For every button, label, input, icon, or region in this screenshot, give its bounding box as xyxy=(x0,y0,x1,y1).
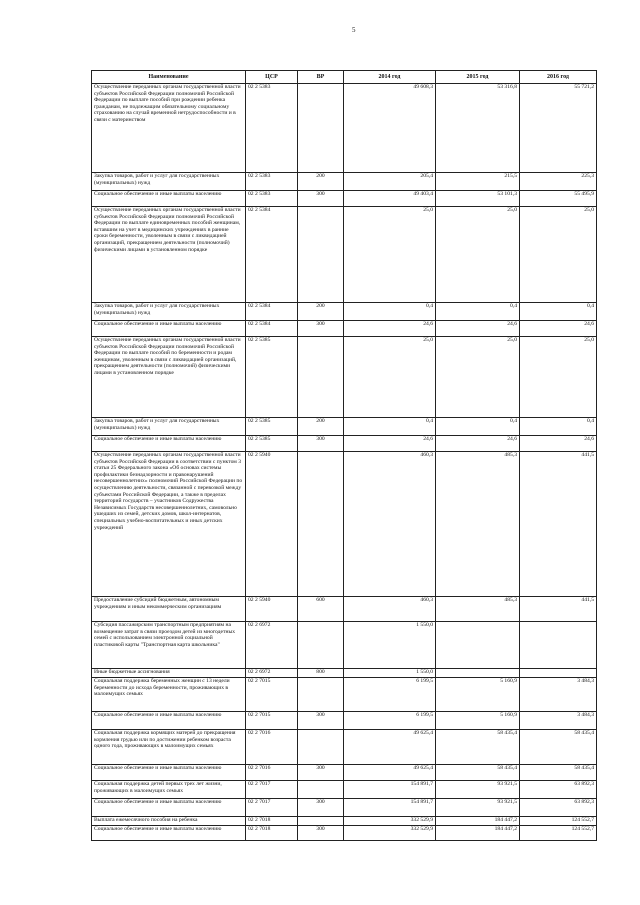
cell-csr: 02 2 7017 xyxy=(246,799,298,817)
cell-2015: 25,0 xyxy=(436,337,520,418)
cell-2014: 0,4 xyxy=(344,303,436,321)
cell-2016: 441,5 xyxy=(520,597,597,622)
column-header-2016: 2016 год xyxy=(520,71,597,84)
cell-2016: 63 892,3 xyxy=(520,781,597,799)
table-row xyxy=(92,799,597,817)
cell-csr: 02 2 5385 xyxy=(246,337,298,418)
cell-2015: 53 316,8 xyxy=(436,84,520,173)
cell-2016: 441,5 xyxy=(520,452,597,597)
cell-2016: 63 892,3 xyxy=(520,799,597,817)
cell-2014: 154 891,7 xyxy=(344,781,436,799)
cell-2014: 332 529,9 xyxy=(344,817,436,826)
table-row xyxy=(92,191,597,207)
table-row xyxy=(92,817,597,826)
cell-vr: 300 xyxy=(298,321,344,337)
cell-2015: 24,6 xyxy=(436,436,520,452)
table-row xyxy=(92,712,597,730)
cell-name: Социальная поддержка детей первых трех лет жизни, проживающих в малоимущих семьях xyxy=(92,781,246,799)
table-row xyxy=(92,765,597,781)
cell-csr: 02 2 7017 xyxy=(246,781,298,799)
cell-2014: 24,6 xyxy=(344,436,436,452)
cell-vr xyxy=(298,781,344,799)
table-row xyxy=(92,669,597,678)
cell-2015: 215,5 xyxy=(436,173,520,191)
cell-csr: 02 2 5384 xyxy=(246,303,298,321)
cell-vr xyxy=(298,817,344,826)
cell-2014: 49 625,4 xyxy=(344,730,436,765)
cell-2015: 5 160,9 xyxy=(436,712,520,730)
cell-2015: 0,4 xyxy=(436,303,520,321)
cell-2014: 154 891,7 xyxy=(344,799,436,817)
page-mark: 5 xyxy=(352,26,356,34)
cell-2015 xyxy=(436,622,520,669)
column-header-2015: 2015 год xyxy=(436,71,520,84)
cell-2015: 0,4 xyxy=(436,418,520,436)
cell-name: Иные бюджетные ассигнования xyxy=(92,669,246,678)
cell-vr: 200 xyxy=(298,173,344,191)
cell-2014: 460,3 xyxy=(344,452,436,597)
cell-vr xyxy=(298,452,344,597)
cell-csr: 02 2 6972 xyxy=(246,622,298,669)
table-row xyxy=(92,452,597,597)
cell-2015: 485,3 xyxy=(436,452,520,597)
cell-2015 xyxy=(436,669,520,678)
cell-csr: 02 2 5383 xyxy=(246,191,298,207)
cell-vr: 300 xyxy=(298,826,344,841)
cell-2015: 184 447,2 xyxy=(436,817,520,826)
cell-csr: 02 2 5383 xyxy=(246,84,298,173)
table-header-row xyxy=(92,71,597,84)
table-row xyxy=(92,436,597,452)
cell-vr: 600 xyxy=(298,597,344,622)
table-row xyxy=(92,418,597,436)
table-row xyxy=(92,337,597,418)
table-body xyxy=(92,84,597,841)
cell-vr: 300 xyxy=(298,436,344,452)
cell-vr xyxy=(298,622,344,669)
table-row xyxy=(92,303,597,321)
cell-csr: 02 2 6972 xyxy=(246,669,298,678)
cell-name: Социальная поддержка кормящих матерей до прекращения кормления грудью или по достижении ребенком возраста одного года, проживающих в малоимущих семьях xyxy=(92,730,246,765)
cell-2016: 124 552,7 xyxy=(520,817,597,826)
cell-name: Социальное обеспечение и иные выплаты населению xyxy=(92,799,246,817)
cell-vr: 300 xyxy=(298,712,344,730)
cell-vr: 300 xyxy=(298,191,344,207)
cell-name: Социальное обеспечение и иные выплаты населению xyxy=(92,712,246,730)
cell-csr: 02 2 5385 xyxy=(246,436,298,452)
cell-csr: 02 2 7015 xyxy=(246,712,298,730)
cell-csr: 02 2 7018 xyxy=(246,826,298,841)
cell-vr: 300 xyxy=(298,765,344,781)
budget-table xyxy=(91,70,597,841)
cell-vr xyxy=(298,337,344,418)
cell-2014: 49 403,4 xyxy=(344,191,436,207)
cell-2016: 124 552,7 xyxy=(520,826,597,841)
cell-csr: 02 2 5384 xyxy=(246,207,298,303)
cell-name: Осуществление переданных органам государственной власти субъектов Российской Федерации в соответствии с пунктом 3 статьи 25 Федерального закона «Об основах системы профилактики безнадзорности и правонарушений несовершеннолетних» полномочий Российской Федерации по осуществлению деятельности, связанной с перевозкой между субъектами Российской Федерации, а также в пределах территорий государств – участников Содружества Независимых Государств несовершеннолетних, самовольно ушедших из семей, детских домов, школ-интернатов, специальных учебно-воспитательных и иных детских учреждений xyxy=(92,452,246,597)
cell-vr: 800 xyxy=(298,669,344,678)
cell-2014: 205,4 xyxy=(344,173,436,191)
cell-csr: 02 2 5385 xyxy=(246,418,298,436)
column-header-vr: ВР xyxy=(298,71,344,84)
column-header-name: Наименование xyxy=(92,71,246,84)
cell-csr: 02 2 5384 xyxy=(246,321,298,337)
cell-name: Субсидия пассажирским транспортным предприятиям на возмещение затрат в связи проездом детей из многодетных семей с использованием электронной социальной пластиковой карты "Транспортная карта школьника" xyxy=(92,622,246,669)
cell-2014: 25,0 xyxy=(344,337,436,418)
cell-name: Осуществление переданных органам государственной власти субъектов Российской Федерации полномочий Российской Федерации по выплате пособий при рождении ребенка гражданам, не подлежащим обязательному социальному страхованию на случай временной нетрудоспособности и в связи с материнством xyxy=(92,84,246,173)
cell-2014: 1 550,0 xyxy=(344,669,436,678)
cell-2015: 93 921,5 xyxy=(436,799,520,817)
table-row xyxy=(92,678,597,712)
cell-2014: 24,6 xyxy=(344,321,436,337)
cell-name: Выплата ежемесячного пособия на ребенка xyxy=(92,817,246,826)
cell-2016 xyxy=(520,669,597,678)
cell-name: Социальная поддержка беременных женщин с 13 недели беременности до исхода беременности, проживающих в малоимущих семьях xyxy=(92,678,246,712)
cell-2016: 3 484,3 xyxy=(520,712,597,730)
cell-2015: 53 101,3 xyxy=(436,191,520,207)
cell-2016: 24,6 xyxy=(520,436,597,452)
table-row xyxy=(92,622,597,669)
table-row xyxy=(92,730,597,765)
cell-name: Социальное обеспечение и иные выплаты населению xyxy=(92,436,246,452)
table-row xyxy=(92,597,597,622)
table-row xyxy=(92,321,597,337)
cell-2015: 58 435,4 xyxy=(436,730,520,765)
cell-name: Закупка товаров, работ и услуг для государственных (муниципальных) нужд xyxy=(92,418,246,436)
cell-2015: 485,3 xyxy=(436,597,520,622)
cell-2014: 0,4 xyxy=(344,418,436,436)
cell-name: Социальное обеспечение и иные выплаты населению xyxy=(92,321,246,337)
cell-2014: 49 608,3 xyxy=(344,84,436,173)
table-row xyxy=(92,826,597,841)
cell-2016: 225,3 xyxy=(520,173,597,191)
table-row xyxy=(92,173,597,191)
column-header-csr: ЦСР xyxy=(246,71,298,84)
cell-2016: 0,4 xyxy=(520,418,597,436)
cell-2015: 58 435,4 xyxy=(436,765,520,781)
cell-vr xyxy=(298,730,344,765)
cell-2015: 93 921,5 xyxy=(436,781,520,799)
cell-2015: 5 160,9 xyxy=(436,678,520,712)
cell-name: Закупка товаров, работ и услуг для государственных (муниципальных) нужд xyxy=(92,173,246,191)
cell-2015: 24,6 xyxy=(436,321,520,337)
table-row xyxy=(92,781,597,799)
cell-csr: 02 2 7015 xyxy=(246,678,298,712)
table-row xyxy=(92,84,597,173)
cell-2015: 25,0 xyxy=(436,207,520,303)
cell-2016: 25,0 xyxy=(520,337,597,418)
cell-2014: 1 550,0 xyxy=(344,622,436,669)
cell-csr: 02 2 5383 xyxy=(246,173,298,191)
table-row xyxy=(92,207,597,303)
cell-2016: 3 484,3 xyxy=(520,678,597,712)
cell-vr: 300 xyxy=(298,799,344,817)
cell-2016: 58 435,4 xyxy=(520,730,597,765)
cell-2014: 460,3 xyxy=(344,597,436,622)
cell-2016: 55 721,2 xyxy=(520,84,597,173)
cell-vr xyxy=(298,207,344,303)
column-header-2014: 2014 год xyxy=(344,71,436,84)
cell-name: Осуществление переданных органам государственной власти субъектов Российской Федерации полномочий Российской Федерации по выплате пособий по беременности и родам женщинам, уволенным в связи с ликвидацией организаций, прекращением деятельности (полномочий) физическими лицами в установленном порядке xyxy=(92,337,246,418)
cell-2014: 332 529,9 xyxy=(344,826,436,841)
cell-2016: 24,6 xyxy=(520,321,597,337)
cell-2016: 0,4 xyxy=(520,303,597,321)
cell-vr xyxy=(298,84,344,173)
cell-csr: 02 2 7018 xyxy=(246,817,298,826)
cell-vr xyxy=(298,678,344,712)
cell-csr: 02 2 7016 xyxy=(246,765,298,781)
cell-2016: 55 495,9 xyxy=(520,191,597,207)
cell-2014: 6 199,5 xyxy=(344,678,436,712)
cell-2014: 25,0 xyxy=(344,207,436,303)
cell-vr: 200 xyxy=(298,418,344,436)
cell-name: Социальное обеспечение и иные выплаты населению xyxy=(92,765,246,781)
cell-name: Социальное обеспечение и иные выплаты населению xyxy=(92,826,246,841)
cell-2014: 6 199,5 xyxy=(344,712,436,730)
cell-2016: 25,0 xyxy=(520,207,597,303)
cell-vr: 200 xyxy=(298,303,344,321)
cell-name: Предоставление субсидий бюджетным, автономным учреждениям и иным некоммерческим организациям xyxy=(92,597,246,622)
cell-2015: 184 447,2 xyxy=(436,826,520,841)
cell-2016: 58 435,4 xyxy=(520,765,597,781)
cell-2016 xyxy=(520,622,597,669)
cell-csr: 02 2 7016 xyxy=(246,730,298,765)
cell-csr: 02 2 5940 xyxy=(246,597,298,622)
cell-2014: 49 625,4 xyxy=(344,765,436,781)
cell-name: Осуществление переданных органам государственной власти субъектов Российской Федерации полномочий Российской Федерации по выплате единовременных пособий женщинам, вставшим на учет в медицинских учреждениях в ранние сроки беременности, уволенным в связи с ликвидацией организаций, прекращением деятельности (полномочий) физическими лицами в установленном порядке xyxy=(92,207,246,303)
cell-name: Закупка товаров, работ и услуг для государственных (муниципальных) нужд xyxy=(92,303,246,321)
cell-name: Социальное обеспечение и иные выплаты населению xyxy=(92,191,246,207)
cell-csr: 02 2 5940 xyxy=(246,452,298,597)
